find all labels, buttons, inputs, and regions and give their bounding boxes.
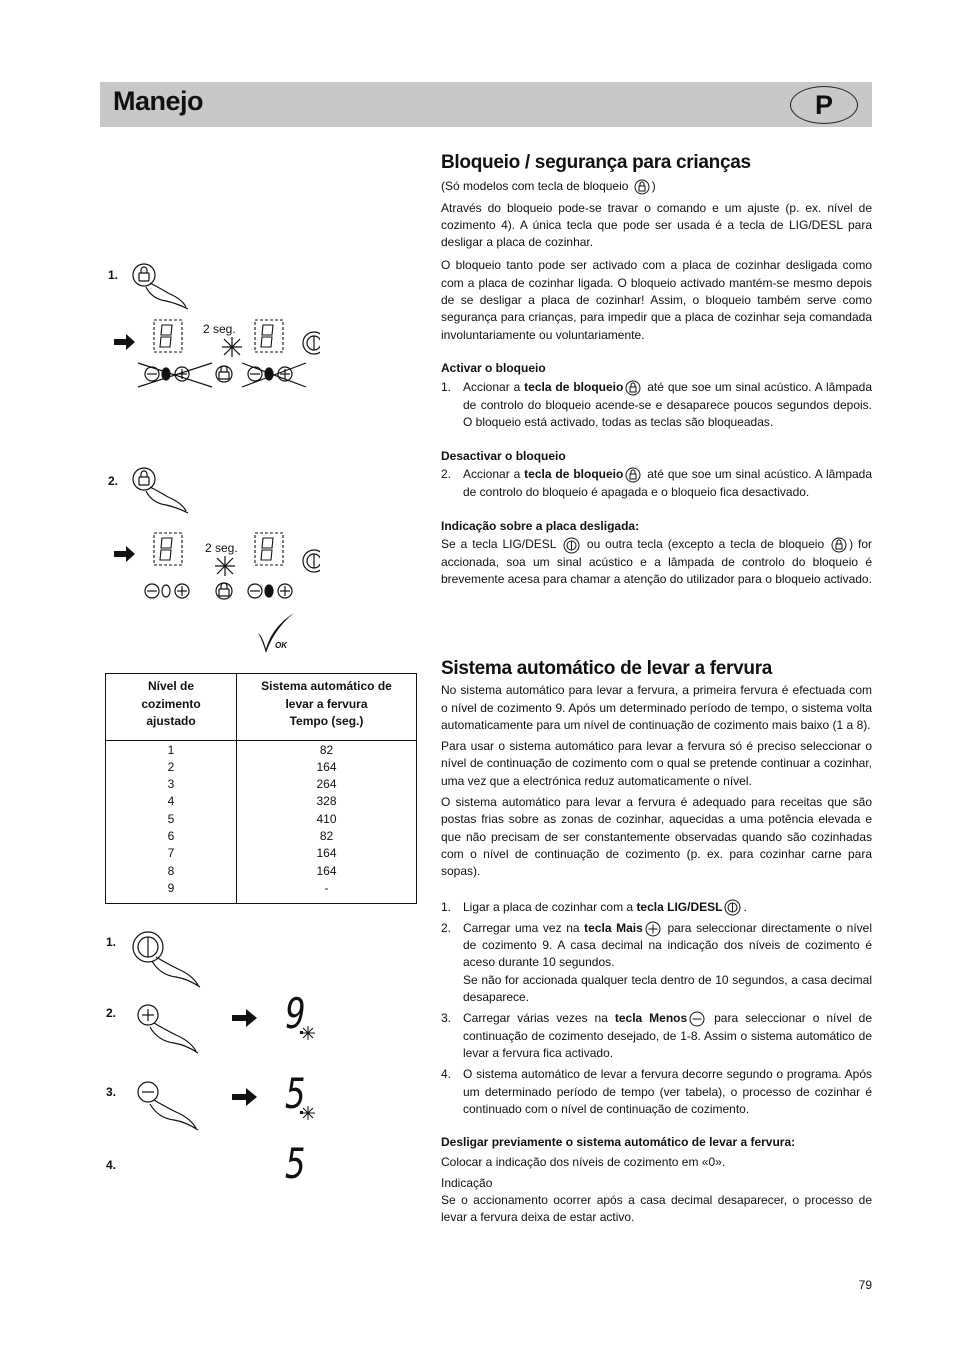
blink-star-icon [215, 556, 235, 576]
figure-step-label: 1. [106, 935, 117, 949]
power-key-icon [724, 899, 741, 916]
list-item: 4. O sistema automático de levar a fervura decorre segundo o programa. Após um determinado período de tempo (ver tabela), o processo de cozinhar é continuado com o nível de continuação de cozimento. [441, 1067, 872, 1116]
ok-label: OK [275, 641, 287, 650]
finger-press-lock-icon [133, 468, 188, 513]
paragraph: O sistema automático para levar a fervura é adequado para receitas que são postas frias sobre as zonas de cozinhar, aquecidas a uma potência elevada e que não precisam de ser constantemente observadas quando são cozinhadas com o nível de continuação de cozimento (p. ex. para cozinhar carne para sopas). [441, 795, 872, 879]
lock-key-icon [634, 179, 650, 195]
lock-figure-2 [100, 465, 320, 660]
keys-disabled-right-icon [242, 363, 306, 387]
power-key-icon [303, 550, 320, 572]
paragraph: Se o accionamento ocorrer após a casa decimal desaparecer, o processo de levar a fervura deixa de estar activo. [441, 1193, 872, 1225]
lock-key-icon [216, 583, 232, 599]
table-levels-column: 1 2 3 4 5 6 7 8 9 [106, 740, 237, 904]
finger-press-lock-icon [133, 264, 188, 309]
list-item: 2. Carregar uma vez na tecla Mais para seleccionar directamente o nível de cozimento 9. A casa decimal na indicação dos níveis de cozimento é aceso durante 10 segundos. Se não for accionada qualquer tecla dentro de 10 segundos, a casa decimal desaparece. [441, 920, 872, 1005]
list-item: 3. Carregar várias vezes na tecla Menos para seleccionar o nível de continuação de cozimento desejado, de 1-8. Assim o sistema automático de levar a fervura fica activado. [441, 1011, 872, 1060]
lock-key-icon [625, 467, 641, 483]
seconds-label: 2 seg. [203, 322, 236, 336]
subheading: Indicação sobre a placa desligada: [441, 519, 640, 534]
keys-enabled-right-icon [248, 584, 292, 598]
model-note: (Só modelos com tecla de bloqueio ) [441, 179, 656, 194]
section-title: Bloqueio / segurança para crianças [441, 152, 751, 173]
boil-time-table [105, 673, 417, 904]
subheading: Desactivar o bloqueio [441, 449, 566, 464]
arrow-right-icon [114, 546, 135, 562]
display-off-icon [255, 320, 283, 352]
blink-star-icon [222, 337, 242, 357]
display-digit-5: 5 [285, 1069, 306, 1118]
arrow-right-icon [114, 334, 135, 350]
display-off-icon [154, 320, 182, 352]
page-title: Manejo [113, 86, 204, 116]
finger-press-power-icon [133, 932, 200, 987]
paragraph: Para usar o sistema automático para levar a fervura só é preciso seleccionar o nível de continuação de cozimento com o qual se pretende continuar a cozinhar, uma vez que a electrónica reduz automaticamente o nível. [441, 739, 872, 788]
paragraph: No sistema automático para levar a fervura, a primeira fervura é efectuada com o nível de cozimento 9. Após um determinado período de tempo, o sistema volta automaticamente para um nível de continuação de cozimento mais baixo (1 a 8). [441, 683, 872, 732]
list-item: 2. Accionar a tecla de bloqueio até que soe um sinal acústico. A lâmpada de controlo do bloqueio é apagada e o bloqueio fica desactivado. [441, 467, 873, 499]
arrow-right-icon [232, 1088, 257, 1106]
lock-key-icon [831, 537, 847, 553]
figure-step-label: 2. [108, 474, 119, 488]
display-digit-9: 9 [285, 989, 306, 1038]
figure-step-label: 1. [108, 268, 119, 282]
minus-key-icon [689, 1011, 705, 1027]
lock-key-icon [216, 366, 232, 382]
figure-step-label: 3. [106, 1085, 117, 1099]
section-auto-boil [441, 660, 872, 1227]
arrow-right-icon [232, 1009, 257, 1027]
paragraph: O bloqueio tanto pode ser activado com a placa de cozinhar desligada como com a placa de cozinhar ligada. O bloqueio activado mantém-se mesmo depois de se desligar a placa de cozinhar! Assim, o bloqueio também serve como segurança para crianças, para impedir que a placa de cozinhar seja comandada involuntariamente ou voluntariamente. [441, 258, 872, 342]
note-label: Indicação [441, 1175, 493, 1190]
table-header-level: Nível de cozimento ajustado [106, 674, 237, 741]
paragraph: Através do bloqueio pode-se travar o comando e um ajuste (p. ex. nível de cozimento 4). A única tecla que pode ser usada é a tecla de LIG/DESL para desligar a placa de cozinhar. [441, 200, 872, 250]
display-off-icon [255, 533, 283, 565]
paragraph: Se a tecla LIG/DESL ou outra tecla (excepto a tecla de bloqueio ) for accionada, soa um sinal acústico e a lâmpada de controlo do bloqueio é brevemente acesa para chamar a atenção do utilizador para o bloqueio activado. [441, 537, 872, 586]
power-key-icon [303, 332, 320, 354]
finger-press-minus-icon [138, 1082, 198, 1130]
section-title: Sistema automático de levar a fervura [441, 658, 773, 679]
keys-enabled-left-icon [145, 584, 189, 598]
language-badge: P [790, 86, 858, 124]
seconds-label: 2 seg. [205, 541, 238, 555]
lock-key-icon [625, 380, 641, 396]
paragraph: Colocar a indicação dos níveis de cozimento em «0». [441, 1155, 726, 1170]
display-digit-5: 5 [285, 1139, 306, 1188]
subheading: Activar o bloqueio [441, 360, 546, 375]
section-child-lock [441, 154, 872, 588]
table-times-column: 82 164 264 328 410 82 164 164 - [237, 740, 417, 904]
table-header-time: Sistema automático de levar a fervura Tempo (seg.) [237, 674, 417, 741]
subheading: Desligar previamente o sistema automático de levar a fervura: [441, 1135, 796, 1150]
list-item: 1. Ligar a placa de cozinhar com a tecla LIG/DESL . [441, 899, 872, 916]
finger-press-plus-icon [138, 1005, 198, 1053]
keys-disabled-left-icon [138, 363, 212, 387]
header-bar [100, 82, 872, 127]
display-off-icon [154, 533, 182, 565]
power-key-icon [563, 537, 580, 554]
plus-key-icon [645, 921, 661, 937]
figure-step-label: 4. [106, 1158, 117, 1172]
figure-step-label: 2. [106, 1006, 117, 1020]
list-item: 1. Accionar a tecla de bloqueio até que soe um sinal acústico. A lâmpada de controlo do bloqueio acende-se e desaparece poucos segundos depois. O bloqueio está activado, todas as teclas são bloqueadas. [441, 380, 873, 429]
page-number: 79 [858, 1278, 872, 1292]
